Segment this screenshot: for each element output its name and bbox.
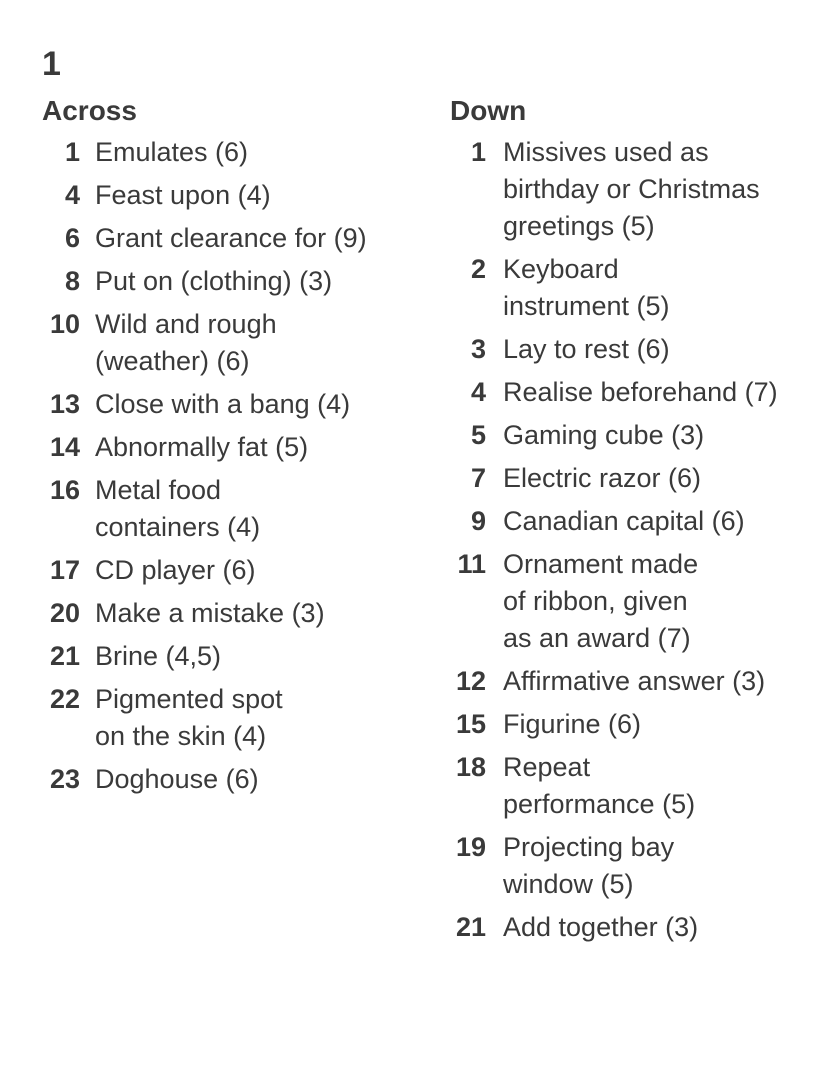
clue-text: Make a mistake (3) bbox=[95, 598, 325, 628]
clue-number: 6 bbox=[64, 223, 80, 253]
across-clue bbox=[42, 595, 422, 632]
clue-number: 22 bbox=[49, 684, 80, 714]
clue-number: 12 bbox=[455, 666, 486, 696]
clue-text: Keyboard instrument (5) bbox=[503, 254, 670, 321]
clue-number: 3 bbox=[470, 334, 486, 364]
across-clue bbox=[42, 681, 422, 755]
clue-text: Electric razor (6) bbox=[503, 463, 702, 493]
down-heading: Down bbox=[450, 95, 527, 126]
clue-number: 18 bbox=[455, 752, 486, 782]
clue-text: Put on (clothing) (3) bbox=[95, 266, 333, 296]
clue-text: Emulates (6) bbox=[95, 137, 249, 167]
across-clue bbox=[42, 552, 422, 589]
down-clue-list bbox=[450, 134, 822, 946]
clue-number: 20 bbox=[49, 598, 80, 628]
puzzle-number: 1 bbox=[42, 45, 61, 83]
down-clue bbox=[450, 460, 822, 497]
across-clue bbox=[42, 472, 422, 546]
clue-text: Pigmented spot on the skin (4) bbox=[95, 684, 283, 751]
across-clue bbox=[42, 386, 422, 423]
across-clue bbox=[42, 177, 422, 214]
clue-number: 1 bbox=[64, 137, 80, 167]
clue-number: 2 bbox=[470, 254, 486, 284]
clue-text: Figurine (6) bbox=[503, 709, 642, 739]
across-clue bbox=[42, 761, 422, 798]
clue-number: 21 bbox=[49, 641, 80, 671]
clue-number: 5 bbox=[470, 420, 486, 450]
clue-number: 21 bbox=[455, 912, 486, 942]
across-column bbox=[42, 92, 422, 804]
clue-number: 4 bbox=[470, 377, 486, 407]
clue-text: Canadian capital (6) bbox=[503, 506, 745, 536]
down-column bbox=[450, 92, 822, 952]
clue-number: 9 bbox=[470, 506, 486, 536]
clue-number: 13 bbox=[49, 389, 80, 419]
clue-text: CD player (6) bbox=[95, 555, 256, 585]
clue-text: Realise beforehand (7) bbox=[503, 377, 778, 407]
down-clue bbox=[450, 663, 822, 700]
clue-text: Ornament made of ribbon, given as an award (7) bbox=[503, 549, 699, 653]
across-clue bbox=[42, 134, 422, 171]
clue-text: Grant clearance for (9) bbox=[95, 223, 367, 253]
clue-number: 8 bbox=[64, 266, 80, 296]
clue-text: Brine (4,5) bbox=[95, 641, 222, 671]
clue-number: 7 bbox=[470, 463, 486, 493]
clue-number: 11 bbox=[457, 549, 486, 579]
clue-text: Wild and rough (weather) (6) bbox=[95, 309, 277, 376]
down-clue bbox=[450, 829, 822, 903]
down-clue bbox=[450, 749, 822, 823]
across-clue bbox=[42, 220, 422, 257]
clue-text: Feast upon (4) bbox=[95, 180, 271, 210]
clue-number: 14 bbox=[49, 432, 80, 462]
clue-number: 10 bbox=[49, 309, 80, 339]
down-clue bbox=[450, 251, 822, 325]
down-clue bbox=[450, 706, 822, 743]
clue-number: 15 bbox=[455, 709, 486, 739]
across-clue bbox=[42, 306, 422, 380]
clue-text: Metal food containers (4) bbox=[95, 475, 261, 542]
across-clue bbox=[42, 638, 422, 675]
clue-text: Missives used as birthday or Christmas greetings (5) bbox=[503, 137, 760, 241]
clue-text: Gaming cube (3) bbox=[503, 420, 705, 450]
down-clue bbox=[450, 546, 822, 657]
down-clue bbox=[450, 374, 822, 411]
clue-text: Close with a bang (4) bbox=[95, 389, 351, 419]
clue-number: 16 bbox=[49, 475, 80, 505]
down-clue bbox=[450, 503, 822, 540]
clue-number: 17 bbox=[49, 555, 80, 585]
clue-number: 23 bbox=[49, 764, 80, 794]
clue-text: Add together (3) bbox=[503, 912, 699, 942]
across-heading: Across bbox=[42, 95, 137, 126]
down-clue bbox=[450, 909, 822, 946]
down-clue bbox=[450, 331, 822, 368]
down-clue bbox=[450, 134, 822, 245]
clue-text: Projecting bay window (5) bbox=[503, 832, 675, 899]
across-clue-list bbox=[42, 134, 422, 798]
clue-text: Doghouse (6) bbox=[95, 764, 259, 794]
clue-text: Lay to rest (6) bbox=[503, 334, 670, 364]
down-clue bbox=[450, 417, 822, 454]
clue-text: Repeat performance (5) bbox=[503, 752, 696, 819]
across-clue bbox=[42, 263, 422, 300]
clue-text: Abnormally fat (5) bbox=[95, 432, 309, 462]
clue-number: 1 bbox=[470, 137, 486, 167]
clue-number: 19 bbox=[455, 832, 486, 862]
across-clue bbox=[42, 429, 422, 466]
clue-number: 4 bbox=[64, 180, 80, 210]
clue-text: Affirmative answer (3) bbox=[503, 666, 766, 696]
